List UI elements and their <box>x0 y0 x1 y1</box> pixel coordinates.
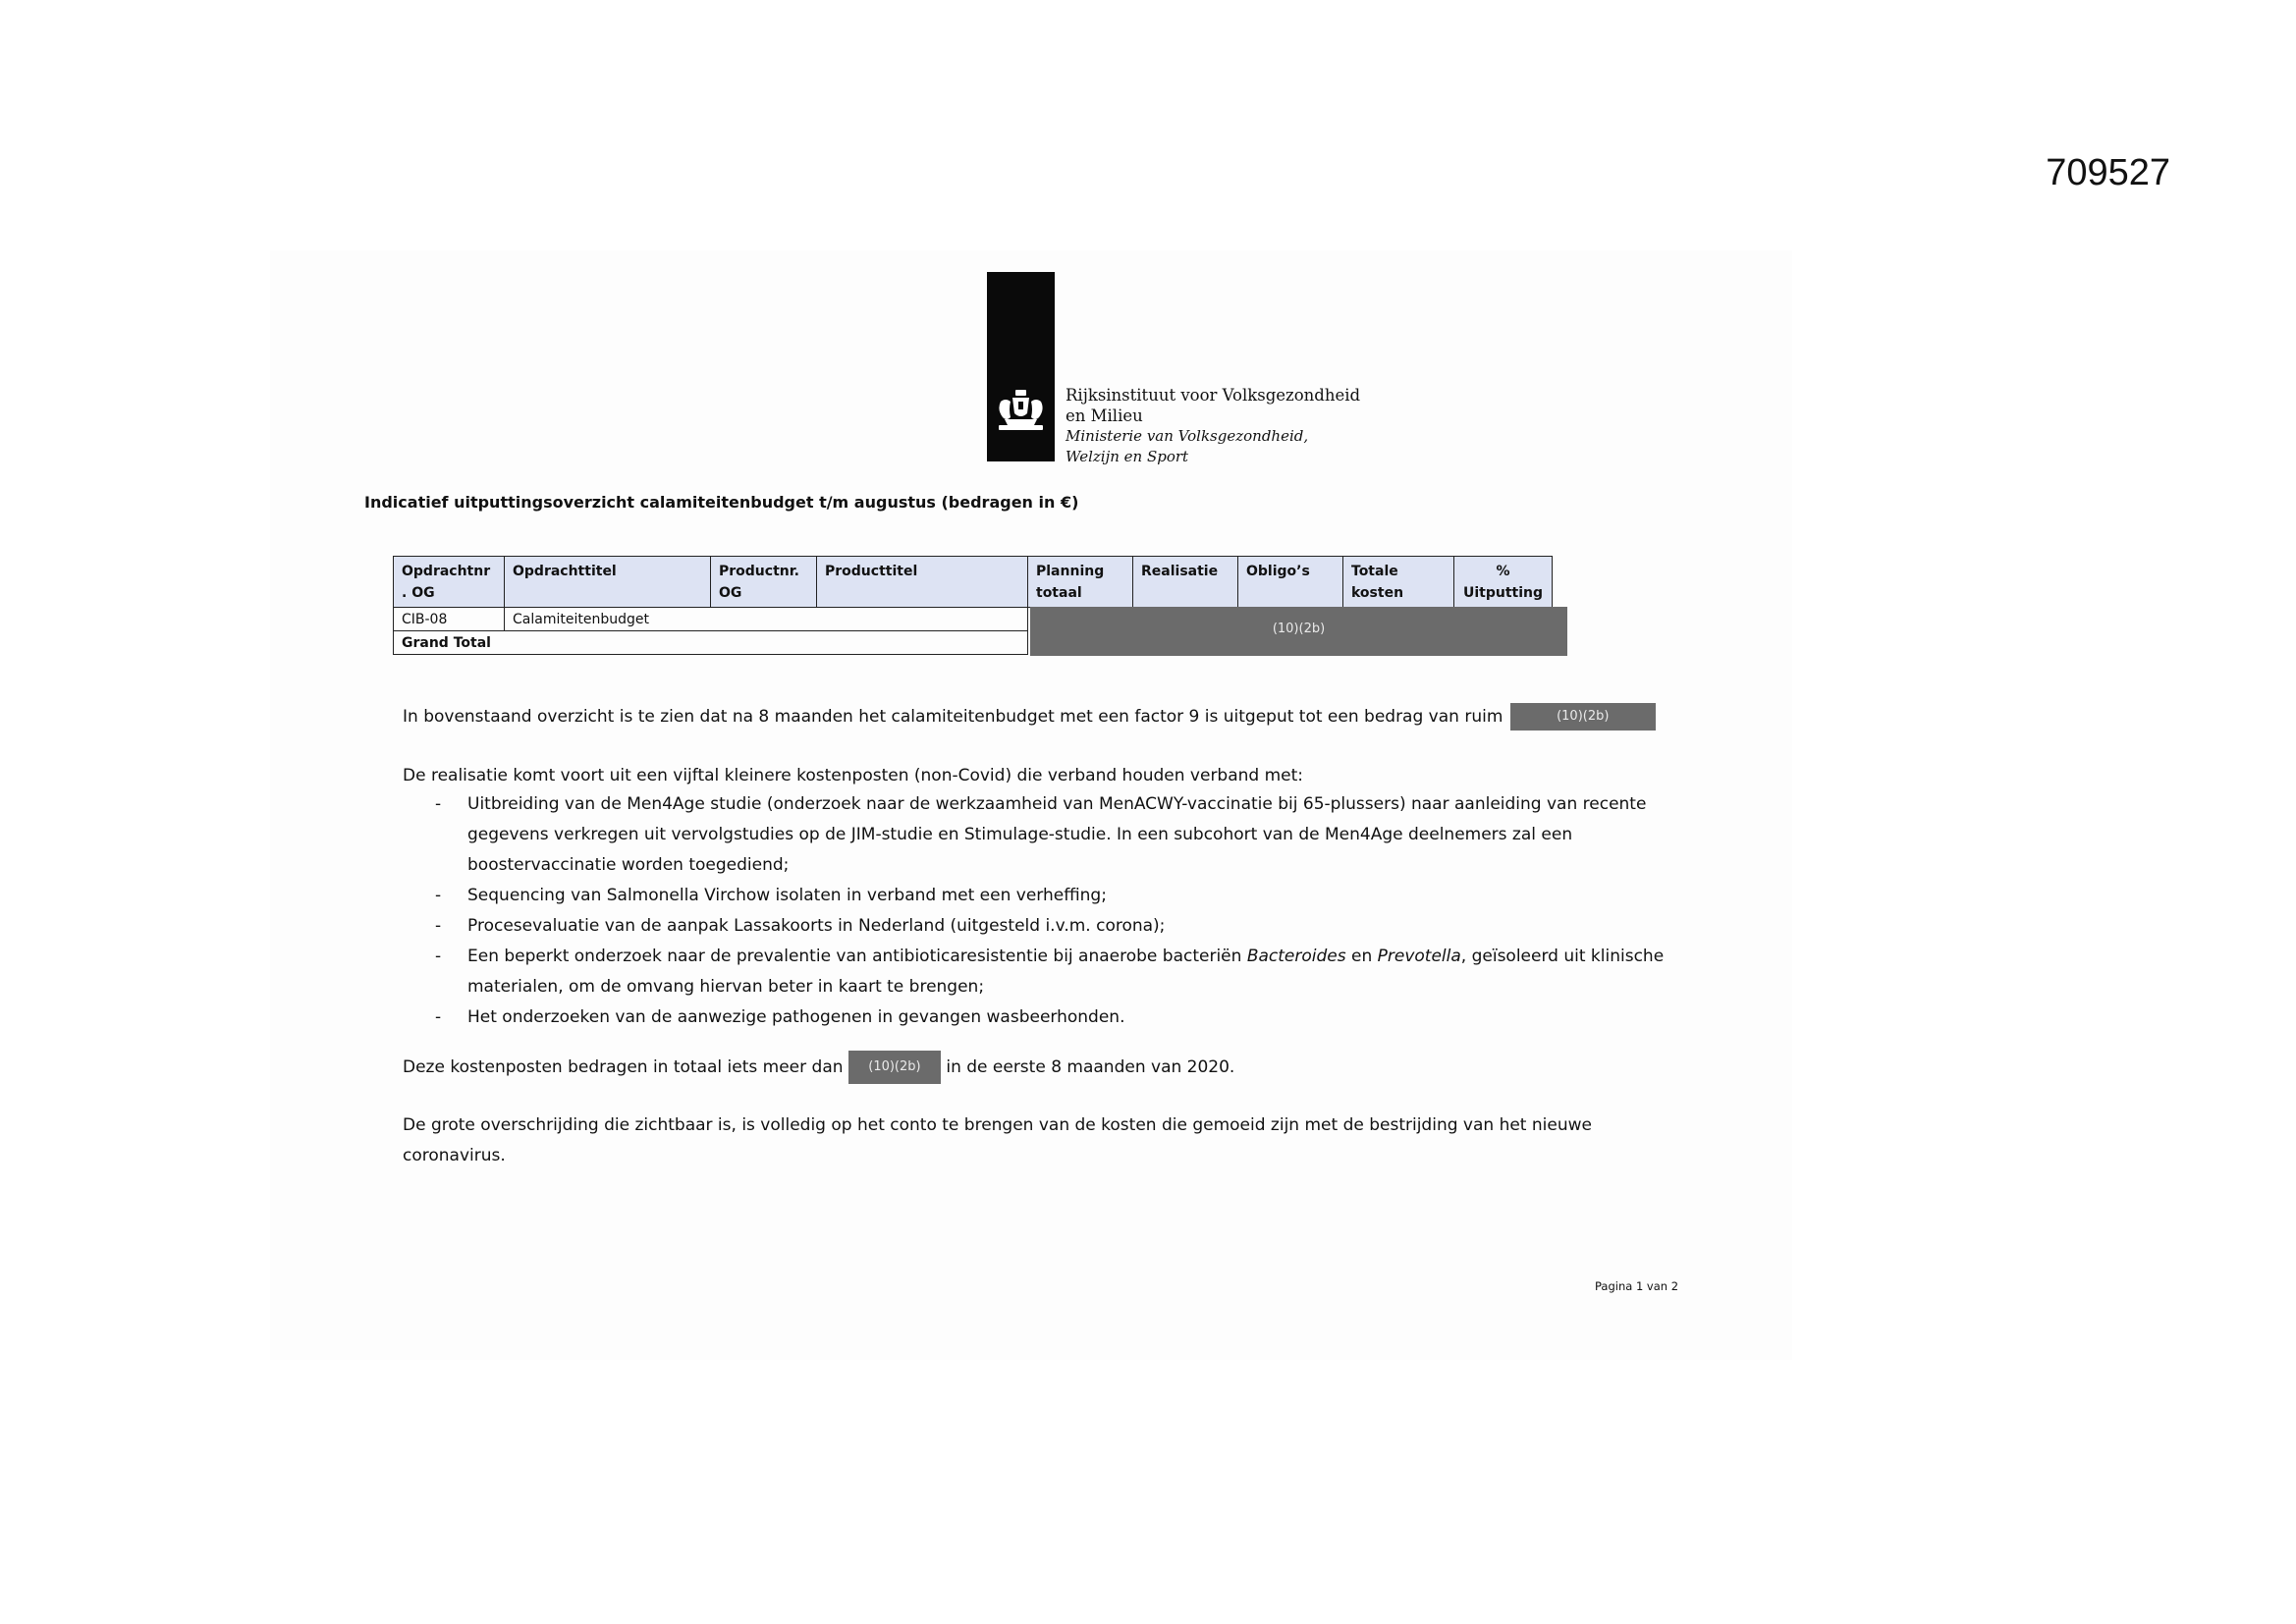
redaction-block: (10)(2b) <box>1030 607 1567 656</box>
table-header-row <box>394 557 1553 608</box>
list-item: - Een beperkt onderzoek naar de prevalentie van antibioticaresistentie bij anaerobe bacteriën Bacteroides en Prevotella, geïsoleerd uit klinische materialen, om de omvang hiervan beter in kaart te brengen; <box>435 947 1665 997</box>
list-item: - Sequencing van Salmonella Virchow isolaten in verband met een verheffing; <box>435 886 1107 905</box>
page-footer: Pagina 1 van 2 <box>1595 1279 1679 1293</box>
redaction-inline-1: (10)(2b) <box>1510 703 1656 731</box>
header-realisatie: Realisatie <box>1133 557 1238 608</box>
header-opdrachttitel: Opdrachttitel <box>505 557 711 608</box>
header-producttitel: Producttitel <box>817 557 1028 608</box>
list-item: - Procesevaluatie van de aanpak Lassakoorts in Nederland (uitgesteld i.v.m. corona); <box>435 916 1166 936</box>
realisatie-list <box>432 789 1669 1033</box>
header-productnr: Productnr. OG <box>711 557 817 608</box>
cell-opdrachtnr: CIB-08 <box>394 608 505 631</box>
paragraph-3: Deze kostenposten bedragen in totaal iets meer dan (10)(2b) in de eerste 8 maanden van 2020. <box>403 1051 1234 1084</box>
header-totale-kosten: Totale kosten <box>1343 557 1454 608</box>
paragraph-1-text: In bovenstaand overzicht is te zien dat na 8 maanden het calamiteitenbudget met een factor 9 is uitgeput tot een bedrag van ruim <box>403 707 1503 727</box>
header-uitputting: % Uitputting <box>1454 557 1553 608</box>
logo-line-4: Welzijn en Sport <box>1066 448 1189 465</box>
royal-coat-of-arms-icon <box>993 388 1049 439</box>
logo-line-3: Ministerie van Volksgezondheid, <box>1066 427 1309 445</box>
paragraph-1 <box>403 702 1656 732</box>
logo-text <box>1066 385 1360 467</box>
header-planning: Planning totaal <box>1028 557 1133 608</box>
list-item: - Het onderzoeken van de aanwezige pathogenen in gevangen wasbeerhonden. <box>435 1007 1125 1027</box>
cell-grand-total: Grand Total <box>394 631 1028 655</box>
logo-line-2: en Milieu <box>1066 406 1143 425</box>
header-obligos: Obligo’s <box>1238 557 1343 608</box>
paragraph-2: De realisatie komt voort uit een vijftal kleinere kostenposten (non-Covid) die verband houden verband met: <box>403 766 1304 785</box>
logo-bar <box>987 272 1055 461</box>
header-opdrachtnr: Opdrachtnr . OG <box>394 557 505 608</box>
cell-opdrachttitel: Calamiteitenbudget <box>505 608 1028 631</box>
logo-line-1: Rijksinstituut voor Volksgezondheid <box>1066 386 1361 405</box>
document-number: 709527 <box>2046 152 2170 193</box>
paragraph-4: De grote overschrijding die zichtbaar is, is volledig op het conto te brengen van de kosten die gemoeid zijn met de bestrijding van het nieuwe coronavirus. <box>403 1115 1592 1165</box>
list-item: - Uitbreiding van de Men4Age studie (onderzoek naar de werkzaamheid van MenACWY-vaccinatie bij 65-plussers) naar aanleiding van recente gegevens verkregen uit vervolgstudies op de JIM-studie en Stimulage-studie. In een subcohort van de Men4Age deelnemers zal een boostervaccinatie worden toegediend; <box>435 794 1647 875</box>
redaction-inline-2: (10)(2b) <box>848 1051 941 1084</box>
document-title: Indicatief uitputtingsoverzicht calamiteitenbudget t/m augustus (bedragen in €) <box>364 493 1079 512</box>
